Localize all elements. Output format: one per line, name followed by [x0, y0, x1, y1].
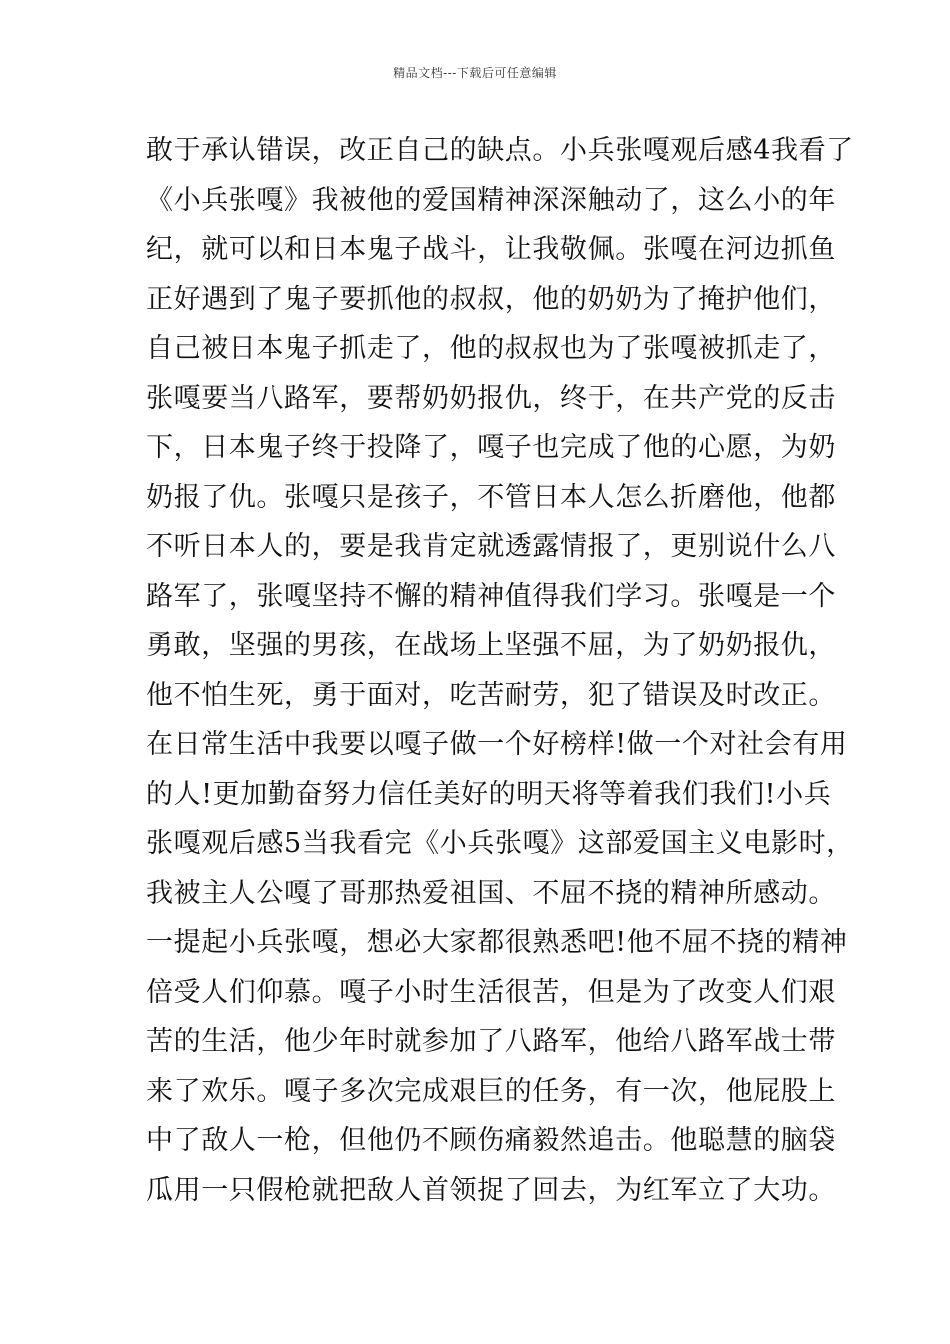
text-line: 勇敢，坚强的男孩，在战场上坚强不屈，为了奶奶报仇， [146, 630, 836, 661]
text-line: 瓜用一只假枪就把敌人首领捉了回去，为红军立了大功。 [146, 1174, 836, 1206]
text-line: 一提起小兵张嘎，想必大家都很熟悉吧!他不屈不挠的精神 [146, 927, 848, 958]
text-line: 张嘎要当八路军，要帮奶奶报仇，终于，在共产党的反击 [146, 382, 836, 414]
text-line: 自己被日本鬼子抓走了，他的叔叔也为了张嘎被抓走了， [146, 333, 836, 364]
text-line: 来了欢乐。嘎子多次完成艰巨的任务，有一次，他屁股上 [146, 1075, 836, 1107]
text-line: 路军了，张嘎坚持不懈的精神值得我们学习。张嘎是一个 [146, 580, 836, 612]
text-line: 下，日本鬼子终于投降了，嘎子也完成了他的心愿，为奶 [146, 432, 836, 463]
text-line: 苦的生活，他少年时就参加了八路军，他给八路军战士带 [146, 1026, 836, 1057]
text-line: 在日常生活中我要以嘎子做一个好榜样!做一个对社会有用 [146, 729, 848, 760]
text-line: 我被主人公嘎了哥那热爱祖国、不屈不挠的精神所感动。 [146, 877, 836, 909]
text-line: 不听日本人的，要是我肯定就透露情报了，更别说什么八 [146, 531, 836, 562]
text-line: 中了敌人一枪，但他仍不顾伤痛毅然追击。他聪慧的脑袋 [146, 1125, 836, 1156]
page-header: 精品文档---下载后可任意编辑 [393, 66, 557, 80]
body-text [146, 126, 854, 1215]
text-line: 张嘎观后感5当我看完《小兵张嘎》这部爱国主义电影时， [146, 828, 854, 859]
text-line: 纪，就可以和日本鬼子战斗，让我敬佩。张嘎在河边抓鱼 [146, 234, 836, 265]
text-line: 《小兵张嘎》我被他的爱国精神深深触动了，这么小的年 [146, 184, 836, 216]
text-line: 倍受人们仰慕。嘎子小时生活很苦，但是为了改变人们艰 [146, 976, 836, 1008]
text-line: 奶报了仇。张嘎只是孩子，不管日本人怎么折磨他，他都 [146, 481, 836, 513]
text-line: 敢于承认错误，改正自己的缺点。小兵张嘎观后感4我看了 [146, 135, 854, 166]
text-line: 他不怕生死，勇于面对，吃苦耐劳，犯了错误及时改正。 [146, 679, 836, 711]
text-line: 正好遇到了鬼子要抓他的叔叔，他的奶奶为了掩护他们， [146, 283, 836, 315]
text-line: 的人!更加勤奋努力信任美好的明天将等着我们我们!小兵 [146, 778, 832, 810]
